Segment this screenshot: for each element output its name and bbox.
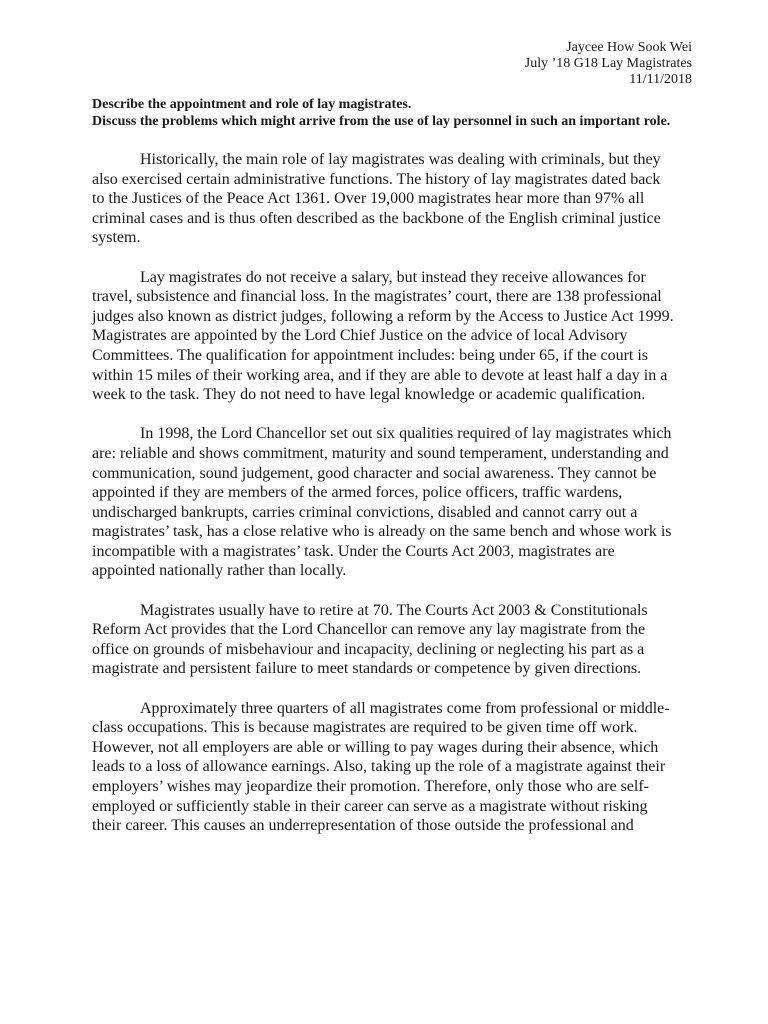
paragraph: Lay magistrates do not receive a salary, but instead they receive allowances for travel, subsistence and financial loss. In the magistrates’ court, there are 138 professional judges also known as district judges, following a reform by the Access to Justice Act 1999. Magistrates are appointed by the Lord Chief Justice on the advice of local Advisory Committees. The qualification for appointment includes: being under 65, if the court is within 15 miles of their working area, and if they are able to devote at least half a day in a week to the task. They do not need to have legal knowledge or academic qualification. bbox=[92, 268, 674, 404]
question-line-2: Discuss the problems which might arrive from the use of lay personnel in such an important role. bbox=[92, 114, 671, 129]
document-header bbox=[92, 40, 692, 88]
paragraph: Historically, the main role of lay magistrates was dealing with criminals, but they also exercised certain administrative functions. The history of lay magistrates dated back to the Justices of the Peace Act 1361. Over 19,000 magistrates hear more than 97% all criminal cases and is thus often described as the backbone of the English criminal justice system. bbox=[92, 151, 661, 247]
course-title: July ’18 G18 Lay Magistrates bbox=[524, 56, 692, 71]
essay-question bbox=[92, 96, 676, 130]
author-name: Jaycee How Sook Wei bbox=[566, 40, 692, 55]
paragraph: Approximately three quarters of all magistrates come from professional or middle-class occupations. This is because magistrates are required to be given time off work. However, not all employers are able or willing to pay wages during their absence, which leads to a loss of allowance earnings. Also, taking up the role of a magistrate against their employers’ wishes may jeopardize their promotion. Therefore, only those who are self-employed or sufficiently stable in their career can serve as a magistrate without risking their career. This causes an underrepresentation of those outside the professional and bbox=[92, 699, 670, 835]
document-date: 11/11/2018 bbox=[629, 72, 692, 87]
paragraph: In 1998, the Lord Chancellor set out six qualities required of lay magistrates which are: reliable and shows commitment, maturity and sound temperament, understanding and communication, sound judgement, good character and social awareness. They cannot be appointed if they are members of the armed forces, police officers, traffic wardens, undischarged bankrupts, carries criminal convictions, disabled and cannot carry out a magistrates’ task, has a close relative who is already on the same bench and whose work is incompatible with a magistrates’ task. Under the Courts Act 2003, magistrates are appointed nationally rather than locally. bbox=[92, 425, 672, 580]
essay-body bbox=[92, 150, 676, 836]
paragraph: Magistrates usually have to retire at 70. The Courts Act 2003 & Constitutionals Reform Act provides that the Lord Chancellor can remove any lay magistrate from the office on grounds of misbehaviour and incapacity, declining or neglecting his part as a magistrate and persistent failure to meet standards or competence by given directions. bbox=[92, 601, 648, 678]
question-line-1: Describe the appointment and role of lay magistrates. bbox=[92, 97, 412, 112]
